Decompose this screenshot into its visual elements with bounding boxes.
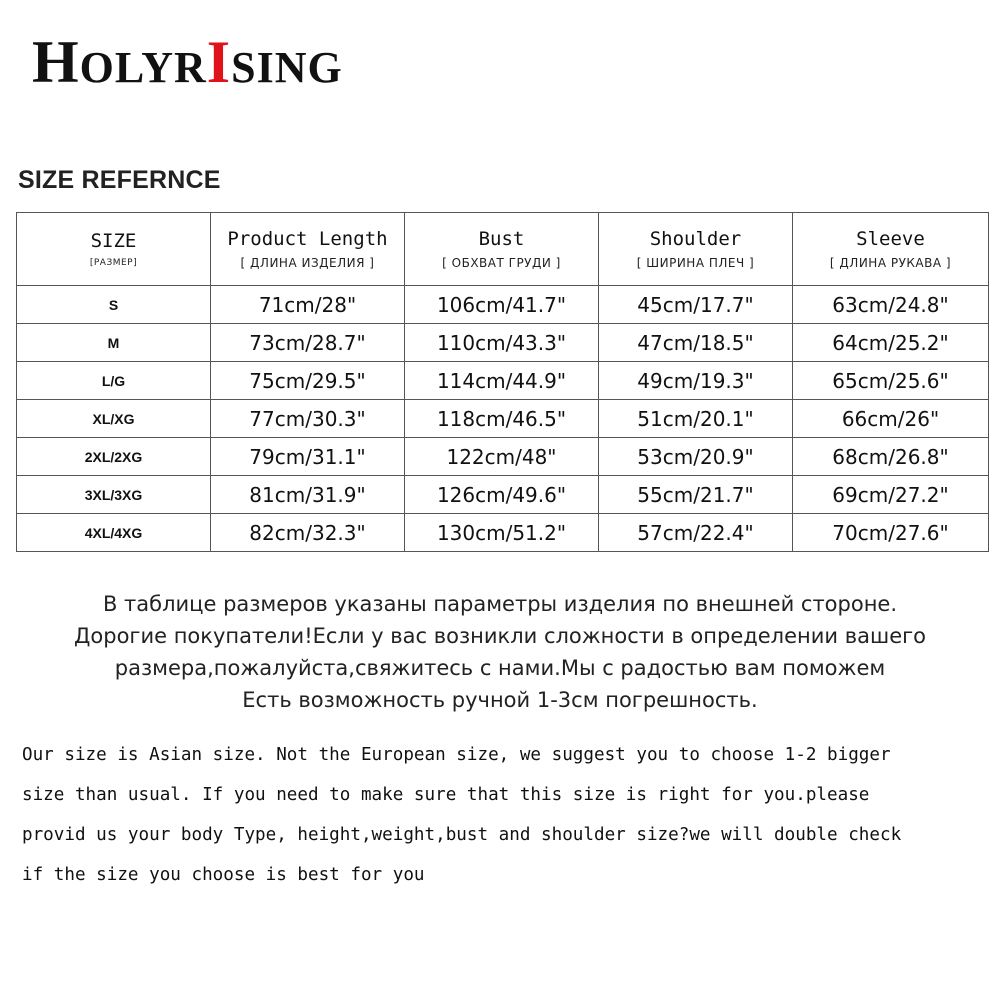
sleeve-cell: 63cm/24.8" (793, 286, 989, 324)
logo-part-h: H (32, 29, 80, 95)
english-notice-line: provid us your body Type, height,weight,bust and shoulder size?we will double check (22, 825, 902, 845)
size-cell: 4XL/4XG (17, 514, 211, 552)
header-shoulder-label: Shoulder (649, 228, 742, 250)
shoulder-cell: 51cm/20.1" (599, 400, 793, 438)
shoulder-cell: 47cm/18.5" (599, 324, 793, 362)
product-length-cell: 73cm/28.7" (211, 324, 405, 362)
header-product-length-sublabel: [ ДЛИНА ИЗДЕЛИЯ ] (240, 256, 375, 270)
logo-part-i: I (206, 29, 232, 95)
sleeve-cell: 64cm/25.2" (793, 324, 989, 362)
header-product-length-label: Product Length (227, 228, 388, 250)
english-notice-line: Our size is Asian size. Not the European size, we suggest you to choose 1-2 bigger (22, 745, 891, 765)
russian-notice-line: размера,пожалуйста,свяжитесь с нами.Мы с радостью вам поможем (114, 656, 886, 680)
russian-notice (0, 588, 1000, 716)
english-notice-line: size than usual. If you need to make sure that this size is right for you.please (22, 785, 870, 805)
sleeve-cell: 70cm/27.6" (793, 514, 989, 552)
header-size (17, 213, 211, 286)
table-row (17, 400, 989, 438)
header-bust (405, 213, 599, 286)
bust-cell: 118cm/46.5" (405, 400, 599, 438)
bust-cell: 130cm/51.2" (405, 514, 599, 552)
bust-cell: 106cm/41.7" (405, 286, 599, 324)
bust-cell: 114cm/44.9" (405, 362, 599, 400)
logo-part-sing: SING (231, 43, 343, 92)
bust-cell: 110cm/43.3" (405, 324, 599, 362)
shoulder-cell: 45cm/17.7" (599, 286, 793, 324)
table-row (17, 286, 989, 324)
size-cell: 3XL/3XG (17, 476, 211, 514)
table-row (17, 362, 989, 400)
product-length-cell: 81cm/31.9" (211, 476, 405, 514)
product-length-cell: 75cm/29.5" (211, 362, 405, 400)
header-bust-label: Bust (478, 228, 525, 250)
product-length-cell: 71cm/28" (211, 286, 405, 324)
product-length-cell: 77cm/30.3" (211, 400, 405, 438)
size-cell: XL/XG (17, 400, 211, 438)
size-cell: 2XL/2XG (17, 438, 211, 476)
table-row (17, 476, 989, 514)
english-notice-line: if the size you choose is best for you (22, 865, 425, 885)
table-row (17, 324, 989, 362)
shoulder-cell: 55cm/21.7" (599, 476, 793, 514)
size-cell: L/G (17, 362, 211, 400)
header-shoulder (599, 213, 793, 286)
russian-notice-line: В таблице размеров указаны параметры изделия по внешней стороне. (102, 592, 898, 616)
bust-cell: 126cm/49.6" (405, 476, 599, 514)
header-size-label: SIZE (90, 230, 137, 252)
bust-cell: 122cm/48" (405, 438, 599, 476)
product-length-cell: 82cm/32.3" (211, 514, 405, 552)
header-bust-sublabel: [ ОБХВАТ ГРУДИ ] (442, 256, 561, 270)
size-cell: M (17, 324, 211, 362)
size-reference-heading: SIZE REFERNCE (18, 166, 221, 194)
product-length-cell: 79cm/31.1" (211, 438, 405, 476)
sleeve-cell: 66cm/26" (793, 400, 989, 438)
russian-notice-line: Есть возможность ручной 1-3см погрешность. (242, 688, 758, 712)
header-sleeve (793, 213, 989, 286)
shoulder-cell: 57cm/22.4" (599, 514, 793, 552)
header-sleeve-label: Sleeve (856, 228, 925, 250)
table-row (17, 438, 989, 476)
shoulder-cell: 53cm/20.9" (599, 438, 793, 476)
sleeve-cell: 65cm/25.6" (793, 362, 989, 400)
table-header-row (17, 213, 989, 286)
english-notice (22, 735, 982, 895)
sleeve-cell: 69cm/27.2" (793, 476, 989, 514)
header-size-sublabel: [РАЗМЕР] (89, 258, 138, 268)
russian-notice-line: Дорогие покупатели!Если у вас возникли сложности в определении вашего (73, 624, 926, 648)
brand-logo (32, 29, 343, 95)
header-product-length (211, 213, 405, 286)
header-shoulder-sublabel: [ ШИРИНА ПЛЕЧ ] (636, 256, 755, 270)
shoulder-cell: 49cm/19.3" (599, 362, 793, 400)
header-sleeve-sublabel: [ ДЛИНА РУКАВА ] (829, 256, 952, 270)
logo-part-olyr: OLYR (79, 43, 207, 92)
size-chart-table (16, 212, 989, 552)
size-cell: S (17, 286, 211, 324)
sleeve-cell: 68cm/26.8" (793, 438, 989, 476)
table-row (17, 514, 989, 552)
